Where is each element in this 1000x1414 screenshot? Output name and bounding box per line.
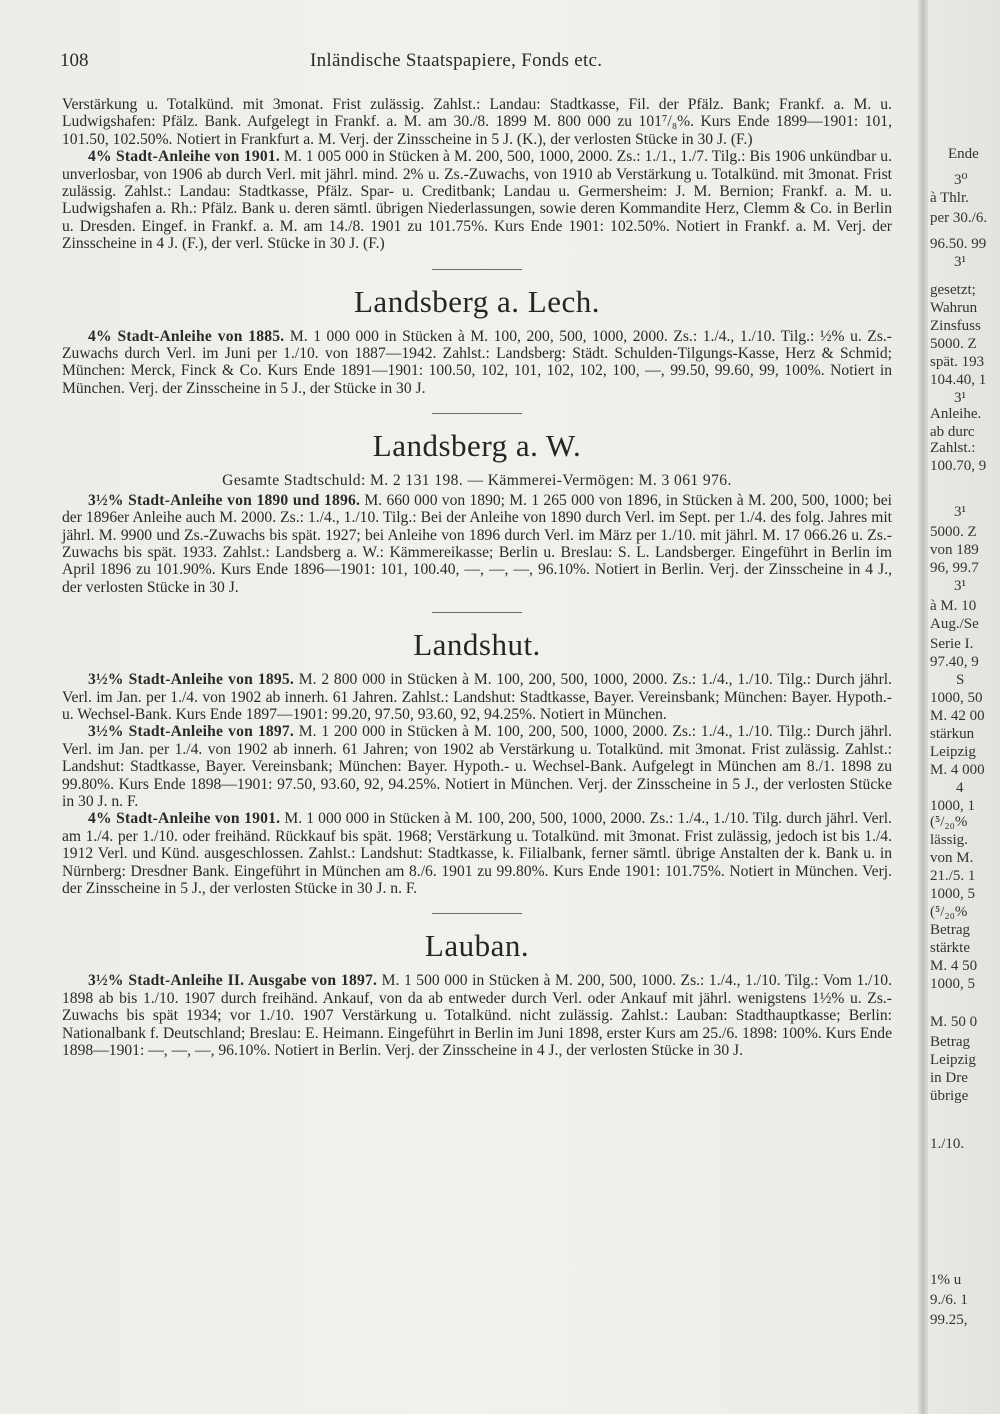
page-number: 108	[60, 50, 89, 71]
bond-title: 4% Stadt-Anleihe von 1901.	[88, 810, 281, 828]
adjacent-page-fragment: von 189	[930, 542, 979, 558]
adjacent-page-fragment: 100.70, 9	[930, 458, 987, 474]
adjacent-page-fragment: 104.40, 1	[930, 372, 987, 388]
adjacent-page-fragment: 1000, 5	[930, 886, 975, 902]
section-divider	[432, 269, 522, 270]
adjacent-page-fragment: stärkun	[930, 726, 975, 742]
bond-details: M. 1 000 000 in Stücken à M. 100, 200, 500, 1000, 2000. Zs.: 1./4., 1./10. Tilg.: ½% u. Zs.-Zuwachs durch Verl. im Juni per 1./10. von 1887—1942. Zahlst.: Landsberg: Städt. Schulden-Tilgungs-Kasse, Herz & Schmid; München: Merck, Finck & Co. Kurs Ende 1891—1901: 100.50, 102, 101, 102, 102, 100, —, 99.50, 99.60, 99, 100%. Notiert in München. Verj. der Zinsscheine in 5 J., der Stücke in 30 J.	[62, 327, 892, 397]
adjacent-page-fragment: M. 50 0	[930, 1014, 978, 1030]
bond-title: 4% Stadt-Anleihe von 1885.	[88, 327, 285, 345]
bond-details: M. 1 500 000 in Stücken à M. 200, 500, 1000. Zs.: 1./4., 1./10. Tilg.: Vom 1./10. 1898 ab bis 1./10. 1907 durch freihänd. Ankauf, von da ab entweder durch Verl. oder Ankauf mit jährl. wenigstens 1½% u. Zs.-Zuwachs bis spät 1934; vor 1./10. 1907 Verstärkung u. Totalkünd. nicht zulässig. Zahlst.: Lauban: Stadthauptkasse; Berlin: Nationalbank f. Deutschland; Breslau: E. Heimann. Eingeführt in Berlin im Juni 1898, erster Kurs am 25./6. 1898: 100%. Kurs Ende 1898—1901: —, —, —, 96.10%. Notiert in Berlin. Verj. der Zinsscheine in 4 J., der verlosten Stücke in 30 J.	[62, 972, 892, 1060]
adjacent-page-fragment: 3¹	[954, 254, 966, 270]
adjacent-page-fragment: 96.50. 99	[930, 236, 987, 252]
adjacent-page-fragment: Betrag	[930, 922, 970, 938]
adjacent-page-fragment: Leipzig	[930, 1052, 976, 1068]
adjacent-page-fragment: in Dre	[930, 1070, 968, 1086]
bond-entry	[62, 328, 892, 398]
adjacent-page-fragment: lässig.	[930, 832, 968, 848]
adjacent-page-fragment: Zahlst.:	[930, 440, 976, 456]
bond-entry	[62, 671, 892, 723]
adjacent-page-fragment: Betrag	[930, 1034, 970, 1050]
adjacent-page-fragment: 9./6. 1	[930, 1292, 968, 1308]
adjacent-page-fragment: 21./5. 1	[930, 868, 976, 884]
bond-title: 4% Stadt-Anleihe von 1901.	[88, 148, 280, 166]
adjacent-page-fragment: ab durc	[930, 424, 975, 440]
adjacent-page-column	[926, 0, 1000, 1414]
adjacent-page-fragment: 3¹	[954, 504, 966, 520]
running-title: Inländische Staatspapiere, Fonds etc.	[310, 50, 603, 71]
adjacent-page-fragment: Anleihe.	[930, 406, 982, 422]
adjacent-page-fragment: M. 42 00	[930, 708, 985, 724]
bond-entry	[62, 972, 892, 1059]
adjacent-page-fragment: M. 4 50	[930, 958, 978, 974]
bond-title: 3½% Stadt-Anleihe II. Ausgabe von 1897.	[88, 972, 378, 990]
adjacent-page-fragment: von M.	[930, 850, 974, 866]
adjacent-page-fragment: Serie I.	[930, 636, 974, 652]
adjacent-page-fragment: gesetzt;	[930, 282, 976, 298]
main-text-column	[62, 96, 892, 1059]
city-debt-summary: Gesamte Stadtschuld: M. 2 131 198. — Kämmerei-Vermögen: M. 3 061 976.	[222, 472, 732, 490]
adjacent-page-fragment: 1000, 50	[930, 690, 983, 706]
bond-title: 3½% Stadt-Anleihe von 1895.	[88, 671, 295, 689]
bond-entry	[62, 96, 892, 148]
adjacent-page-fragment: übrige	[930, 1088, 969, 1104]
adjacent-page-fragment: (⁵/₂₀%	[930, 904, 968, 920]
section-divider	[432, 612, 522, 613]
adjacent-page-fragment: 3¹	[954, 578, 966, 594]
adjacent-page-fragment: 1./10.	[930, 1136, 965, 1152]
city-heading: Landsberg a. Lech.	[354, 283, 600, 319]
adjacent-page-fragment: spät. 193	[930, 354, 985, 370]
city-heading: Landsberg a. W.	[372, 428, 582, 464]
adjacent-page-fragment: à Thlr.	[930, 190, 969, 206]
adjacent-page-fragment: 1000, 1	[930, 798, 975, 814]
adjacent-page-fragment: 3¹	[954, 390, 966, 406]
adjacent-page-fragment: stärkte	[930, 940, 970, 956]
page-header	[60, 50, 890, 74]
section-divider	[432, 913, 522, 914]
adjacent-page-fragment: M. 4 000	[930, 762, 985, 778]
adjacent-page-fragment: 99.25,	[930, 1312, 968, 1328]
adjacent-page-fragment: Leipzig	[930, 744, 976, 760]
adjacent-page-fragment: 3⁰	[954, 172, 968, 188]
bond-details: Verstärkung u. Totalkünd. mit 3monat. Frist zulässig. Zahlst.: Landau: Stadtkasse, Fil. der Pfälz. Bank; Frankf. a. M. u. Ludwigshafen: Pfälz. Bank. Aufgelegt in Frankf. a. M. am 30./8. 1899 M. 800 000 zu 101⁷/₈%. Kurs Ende 1899—1901: 101, 101.50, 102.50%. Notiert in Frankfurt a. M. Verj. der Zinsscheine in 5 J. (K.), der verlosten Stücke in 30 J. (F.)	[62, 96, 892, 148]
adjacent-page-fragment: S	[956, 672, 965, 688]
bond-entry	[62, 723, 892, 810]
section-divider	[432, 413, 522, 414]
adjacent-page-fragment: per 30./6.	[930, 210, 988, 226]
city-heading: Landshut.	[413, 627, 541, 663]
bond-details: M. 660 000 von 1890; M. 1 265 000 von 1896, in Stücken à M. 200, 500, 1000; bei der 1896er Anleihe auch M. 2000. Zs.: 1./4., 1./10. Tilg.: Bei der Anleihe von 1890 durch Verl. im Sept. per 1./4. des folg. Jahres mit jährl. M. 9900 und Zs.-Zuwachs bis spät. 1927; bei Anleihe von 1896 durch Verl. im März per 1./10. mit jährl. M. 17 066.26 u. Zs.-Zuwachs bis spät. 1933. Zahlst.: Landsberg a. W.: Kämmereikasse; Berlin u. Breslau: S. L. Landsberger. Eingeführt in Berlin im April 1896 zu 101.90%. Kurs Ende 1896—1901: 101, 100.40, —, —, —, 96.10%. Notiert in Berlin. Verj. der Zinsscheine in 4 J., der verlosten Stücke in 30 J.	[62, 491, 893, 596]
bond-entry	[62, 148, 892, 252]
bond-entry	[62, 492, 892, 596]
adjacent-page-fragment: Aug./Se	[930, 616, 979, 632]
bond-details: M. 1 005 000 in Stücken à M. 200, 500, 1000, 2000. Zs.: 1./1., 1./7. Tilg.: Bis 1906 unkündbar u. unverlosbar, von 1906 ab durch Verl. mit jährl. mind. 2% u. Zs.-Zuwachs, von 1910 ab Verstärkung u. Totalkünd. mit 3monat. Frist zulässig. Zahlst.: Landau: Stadtkasse, Pfälz. Spar- u. Creditbank; Landau u. Germersheim: J. M. Bernion; Frankf. a. M. u. Ludwigshafen a. Rh.: Pfälz. Bank u. deren sämtl. übrigen Niederlassungen, sowie deren Kommandite Herz, Clemm & Co. in Berlin u. Dresden. Eingef. in Frankf. a. M. am 14./8. 1901 zu 101.75%. Kurs Ende 1901: 102.50%. Notiert in Frankf. a. M. Verj. der Zinsscheine in 4 J. (F.), der verl. Stücke in 30 J. (F.)	[62, 148, 893, 253]
adjacent-page-fragment: à M. 10	[930, 598, 977, 614]
adjacent-page-fragment: 5000. Z	[930, 336, 977, 352]
bond-entry	[62, 810, 892, 897]
bond-details: M. 2 800 000 in Stücken à M. 100, 200, 500, 1000, 2000. Zs.: 1./4., 1./10. Tilg.: Durch jährl. Verl. im Jan. per 1./4. von 1902 ab innerh. 61 Jahren. Zahlst.: Landshut: Stadtkasse, Bayer. Vereinsbank; München: Bayer. Hypoth.- u. Wechsel-Bank. Kurs Ende 1897—1901: 99.20, 97.50, 93.60, 92, 94.25%. Notiert in München.	[62, 671, 892, 723]
adjacent-page-fragment: 1000, 5	[930, 976, 975, 992]
city-heading: Lauban.	[424, 928, 530, 964]
adjacent-page-fragment: (⁵/₂₀%	[930, 814, 968, 830]
adjacent-page-fragment: 96, 99.7	[930, 560, 979, 576]
adjacent-page-fragment: Zinsfuss	[930, 318, 981, 334]
adjacent-page-fragment: 97.40, 9	[930, 654, 979, 670]
adjacent-page-fragment: 4	[956, 780, 964, 796]
bond-details: M. 1 000 000 in Stücken à M. 100, 200, 500, 1000, 2000. Zs.: 1./4., 1./10. Tilg. durch jährl. Verl. am 1./4. per 1./10. oder freihänd. Rückkauf bis spät. 1968; Verstärkung u. Totalkünd. mit 3monat. Frist zulässig, jedoch ist bis 1./4. 1912 Verl. und Künd. ausgeschlossen. Zahlst.: Landshut: Stadtkasse, k. Filialbank, ferner sämtl. übrige Anstalten der k. Bank u. in Nürnberg: Dresdner Bank. Eingeführt in München am 8./6. 1901 zu 99.80%. Kurs Ende 1901: 101.75%. Notiert in München. Verj. der Zinsscheine in 5 J., der verlosten Stücke in 30 J. n. F.	[62, 810, 892, 897]
bond-title: 3½% Stadt-Anleihe von 1897.	[88, 723, 295, 741]
bond-details: M. 1 200 000 in Stücken à M. 100, 200, 500, 1000, 2000. Zs.: 1./4., 1./10. Tilg.: Durch jährl. Verl. im Jan. per 1./4. von 1902 ab innerh. 61 Jahren; von 1902 ab Verstärkung u. Totalkünd. mit 3monat. Frist zulässig. Zahlst.: Landshut: Stadtkasse, Bayer. Vereinsbank; München: Bayer. Hypoth.- u. Wechsel-Bank. Aufgelegt in München am 8./1. 1898 zu 99.80%. Kurs Ende 1898—1901: 97.50, 93.60, 92, 94.25%. Notiert in München. Verj. der Zinsscheine in 5 J., der verlosten Stücke in 30 J. n. F.	[62, 723, 892, 810]
adjacent-page-fragment: Ende	[948, 146, 979, 162]
adjacent-page-fragment: 1% u	[930, 1272, 962, 1288]
adjacent-page-fragment: Wahrun	[930, 300, 978, 316]
adjacent-page-fragment: 5000. Z	[930, 524, 977, 540]
bond-title: 3½% Stadt-Anleihe von 1890 und 1896.	[88, 491, 361, 509]
